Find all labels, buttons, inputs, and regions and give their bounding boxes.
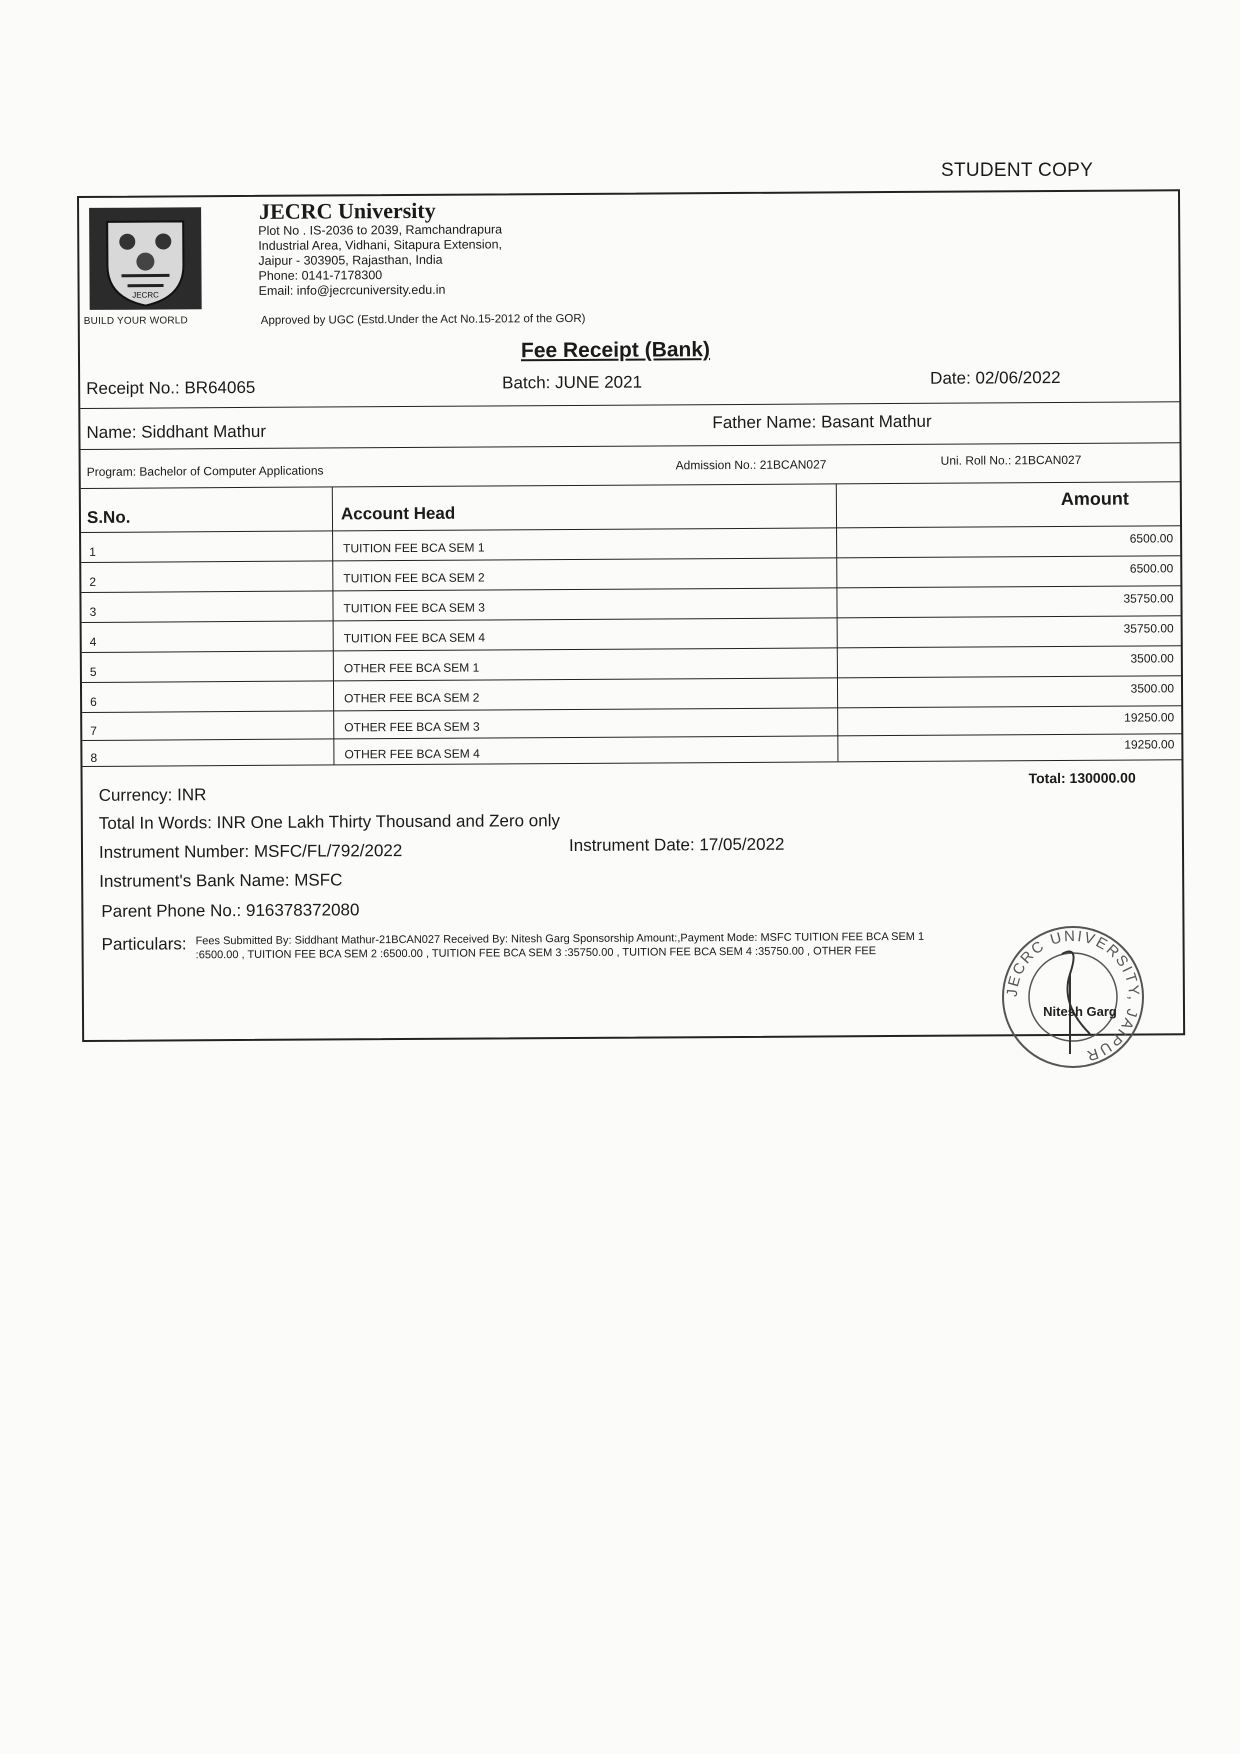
table-row-amount: 35750.00 xyxy=(1123,591,1174,606)
particulars-line: Fees Submitted By: Siddhant Mathur-21BCAN027 Received By: Nitesh Garg Sponsorship Amount:,Payment Mode: MSFC TUITION FEE BCA SEM 1 xyxy=(195,930,925,948)
column-account-head: Account Head xyxy=(340,503,456,524)
table-row-sno: 5 xyxy=(89,664,97,679)
bank-name: Instrument's Bank Name: MSFC xyxy=(99,870,343,891)
table-row-amount: 6500.00 xyxy=(1129,531,1174,546)
email-line: Email: info@jecrcuniversity.edu.in xyxy=(258,282,446,298)
table-row-amount: 3500.00 xyxy=(1130,681,1175,696)
address-line: Industrial Area, Vidhani, Sitapura Extension, xyxy=(258,237,503,253)
table-row-amount: 6500.00 xyxy=(1129,561,1174,576)
table-row-head: OTHER FEE BCA SEM 2 xyxy=(344,690,480,706)
instrument-date: Instrument Date: 17/05/2022 xyxy=(568,834,785,856)
table-row-amount: 19250.00 xyxy=(1124,737,1175,752)
table-row-sno: 4 xyxy=(89,634,97,649)
university-roll-number: Uni. Roll No.: 21BCAN027 xyxy=(940,452,1082,468)
father-name: Father Name: Basant Mathur xyxy=(712,411,932,433)
phone-line: Phone: 0141-7178300 xyxy=(258,268,383,283)
table-row-head: TUITION FEE BCA SEM 3 xyxy=(343,600,485,616)
table-row-amount: 35750.00 xyxy=(1123,621,1174,636)
table-row-sno: 6 xyxy=(90,694,97,709)
table-row-head: TUITION FEE BCA SEM 2 xyxy=(343,570,485,586)
table-row-head: TUITION FEE BCA SEM 1 xyxy=(343,540,485,556)
table-row-amount: 3500.00 xyxy=(1130,651,1174,666)
logo-tagline: BUILD YOUR WORLD xyxy=(83,315,188,327)
svg-text:JECRC: JECRC xyxy=(132,290,159,300)
address-line: Jaipur - 303905, Rajasthan, India xyxy=(258,252,443,268)
table-row-sno: 2 xyxy=(89,574,97,589)
particulars-line: :6500.00 , TUITION FEE BCA SEM 2 :6500.00 , TUITION FEE BCA SEM 3 :35750.00 , TUITION FEE BCA SEM 4 :35750.00 , OTHER FEE xyxy=(195,945,877,962)
parent-phone: Parent Phone No.: 916378372080 xyxy=(101,900,360,921)
copy-label: STUDENT COPY xyxy=(941,160,1094,181)
column-amount: Amount xyxy=(1060,488,1129,509)
university-seal-stamp xyxy=(1000,924,1146,1070)
table-row-sno: 8 xyxy=(90,750,98,765)
total-amount: Total: 130000.00 xyxy=(1028,769,1136,787)
university-crest-icon xyxy=(87,205,204,312)
receipt-number: Receipt No.: BR64065 xyxy=(86,377,256,398)
table-row-head: TUITION FEE BCA SEM 4 xyxy=(343,630,486,646)
column-sno: S.No. xyxy=(86,507,131,527)
table-row-head: OTHER FEE BCA SEM 3 xyxy=(344,719,480,735)
stamp-ring-text: JECRC UNIVERSITY, JAIPUR xyxy=(1003,927,1143,1065)
svg-text:JECRC UNIVERSITY, JAIPUR xyxy=(1004,928,1142,1065)
ugc-approval: Approved by UGC (Estd.Under the Act No.15-2012 of the GOR) xyxy=(260,312,586,327)
university-name: JECRC University xyxy=(259,197,436,224)
program: Program: Bachelor of Computer Applications xyxy=(86,463,324,479)
table-row-head: OTHER FEE BCA SEM 4 xyxy=(344,746,480,762)
table-row-sno: 3 xyxy=(89,604,97,619)
admission-number: Admission No.: 21BCAN027 xyxy=(675,457,827,473)
currency: Currency: INR xyxy=(98,785,207,805)
table-row-sno: 7 xyxy=(90,723,97,738)
particulars-label: Particulars: xyxy=(101,934,187,954)
table-row-amount: 19250.00 xyxy=(1124,710,1175,725)
table-row-head: OTHER FEE BCA SEM 1 xyxy=(343,660,480,676)
student-name: Name: Siddhant Mathur xyxy=(86,421,267,442)
batch: Batch: JUNE 2021 xyxy=(502,372,643,393)
stamp-signature: Nitesh Garg xyxy=(1043,1004,1117,1019)
receipt-date: Date: 02/06/2022 xyxy=(930,367,1061,388)
fee-receipt xyxy=(77,189,1185,1042)
total-in-words: Total In Words: INR One Lakh Thirty Thousand and Zero only xyxy=(98,811,561,833)
table-row-sno: 1 xyxy=(89,544,96,559)
instrument-number: Instrument Number: MSFC/FL/792/2022 xyxy=(98,841,403,862)
address-line: Plot No . IS-2036 to 2039, Ramchandrapura xyxy=(258,222,503,238)
receipt-title: Fee Receipt (Bank) xyxy=(520,338,711,363)
